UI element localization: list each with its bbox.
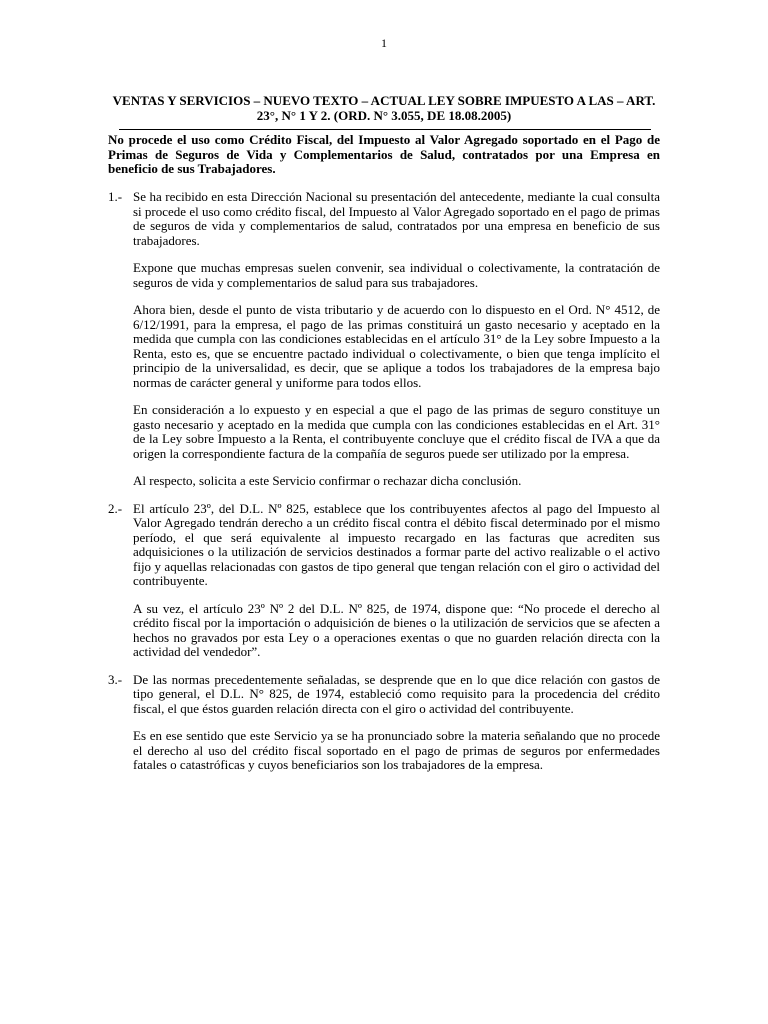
paragraph: De las normas precedentemente señaladas, se desprende que en lo que dice relación con gastos de tipo general, el D.L. N° 825, de 1974, estableció como requisito para la procedencia del crédito fiscal, el que éstos guarden relación directa con el giro o actividad del contribuyente. xyxy=(133,671,660,716)
document-summary: No procede el uso como Crédito Fiscal, del Impuesto al Valor Agregado soportado en el Pago de Primas de Seguros de Vida y Complementarios de Salud, contratados por una Empresa en beneficio de sus Trabajadores. xyxy=(108,132,660,176)
numbered-item-1 xyxy=(108,190,660,489)
title-divider xyxy=(119,129,651,130)
paragraph: Se ha recibido en esta Dirección Nacional su presentación del antecedente, mediante la cual consulta si procede el uso como crédito fiscal, del Impuesto al Valor Agregado soportado en el pago de primas de seguros de vida y complementarios de salud, contratados por una empresa en beneficio de sus trabajadores. xyxy=(133,189,660,248)
paragraph: A su vez, el artículo 23º Nº 2 del D.L. Nº 825, de 1974, dispone que: “No procede el derecho al crédito fiscal por la importación o adquisición de bienes o la utilización de servicios que se afecten a hechos no gravados por esta Ley o a operaciones exentas o que no guarden relación directa con la actividad del vendedor”. xyxy=(133,600,660,659)
item-number: 1.- xyxy=(108,189,123,204)
item-number: 2.- xyxy=(108,500,123,516)
paragraph: Expone que muchas empresas suelen convenir, sea individual o colectivamente, la contratación de seguros de vida y complementarios de salud para sus trabajadores. xyxy=(133,260,660,290)
paragraph: En consideración a lo expuesto y en especial a que el pago de las primas de seguro constituye un gasto necesario y aceptado en la medida que cumpla con las condiciones establecidas en el Art. 31° de la Ley sobre Impuesto a la Renta, el contribuyente concluye que el crédito fiscal de IVA a que da origen la correspondiente factura de la compañía de seguros puede ser utilizado por la empresa. xyxy=(133,402,660,461)
item-number: 3.- xyxy=(108,671,123,687)
document-title: VENTAS Y SERVICIOS – NUEVO TEXTO – ACTUAL LEY SOBRE IMPUESTO A LAS – ART. 23°, N° 1 Y 2. (ORD. N° 3.055, DE 18.08.2005) xyxy=(112,93,656,123)
document-body xyxy=(108,190,660,786)
paragraph: Al respecto, solicita a este Servicio confirmar o rechazar dicha conclusión. xyxy=(133,473,522,488)
paragraph: El artículo 23º, del D.L. Nº 825, establece que los contribuyentes afectos al pago del Impuesto al Valor Agregado tendrán derecho a un crédito fiscal contra el débito fiscal determinado por el mismo período, el que será equivalente al impuesto recargado en las facturas que acrediten sus adquisiciones o la utilización de servicios destinados a formar parte del activo realizable o el activo fijo y aquellas relacionadas con gastos de tipo general que tengan relación con el giro o actividad del contribuyente. xyxy=(133,500,660,588)
paragraph: Ahora bien, desde el punto de vista tributario y de acuerdo con lo dispuesto en el Ord. N° 4512, de 6/12/1991, para la empresa, el pago de las primas constituirá un gasto necesario y aceptado en la medida que cumpla con las condiciones establecidas en el artículo 31° de la Ley sobre Impuesto a la Renta, esto es, que se encuentre pactado individual o colectivamente, o bien que tenga implícito el principio de la universalidad, es decir, que se aplique a todos los trabajadores de la empresa bajo normas de carácter general y uniforme para todos ellos. xyxy=(133,302,660,390)
numbered-item-2 xyxy=(108,502,660,660)
page-number: 1 xyxy=(381,36,387,50)
paragraph: Es en ese sentido que este Servicio ya se ha pronunciado sobre la materia señalando que no procede el derecho al uso del crédito fiscal soportado en el pago de primas de seguros por enfermedades fatales o catastróficas y cuyos beneficiarios son los trabajadores de la empresa. xyxy=(133,728,660,772)
numbered-item-3 xyxy=(108,673,660,773)
